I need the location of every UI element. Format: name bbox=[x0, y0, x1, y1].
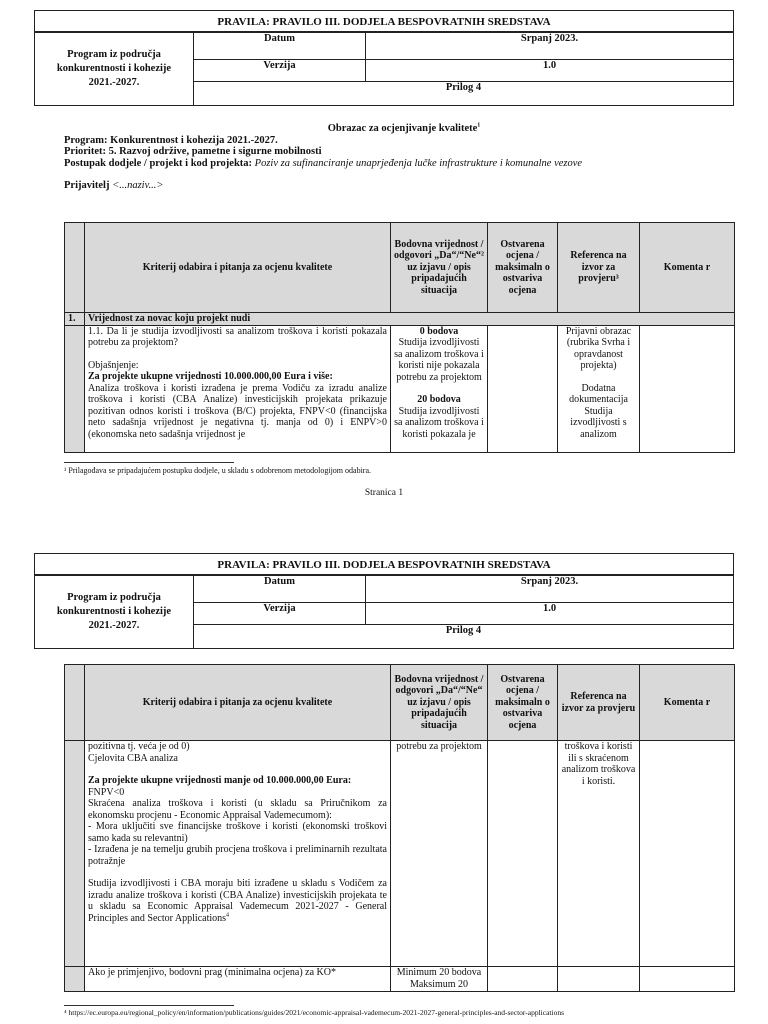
small-projects-fnpv: FNPV<0 bbox=[88, 786, 125, 798]
row-side-shade bbox=[65, 967, 85, 992]
header-program: Program iz područja konkurentnosti i kohezije 2021.-2027. bbox=[35, 576, 194, 649]
achieved-cell bbox=[488, 967, 558, 992]
header-points: Bodovna vrijednost / odgovori „Da“/“Ne“² uz izjavu / opis pripadajućih situacija bbox=[391, 223, 488, 313]
large-projects-text: Analiza troškova i koristi izrađena je prema Vodiču za izradu analize troškova i koristi (CBA Analize) investicijskih projekata prikazuje pozitivan odnos koristi i troškova (B/C) projekta, FNPV<0 (financijska neto sadašnja vrijednost je negativna tj. manja od 0) i ENPV>0 (ekonomska neto sadašnja vrijednost je bbox=[88, 382, 387, 440]
header-criteria: Kriterij odabira i pitanja za ocjenu kvalitete bbox=[85, 665, 391, 741]
points-cell bbox=[391, 325, 488, 452]
full-cba-text: Cjelovita CBA analiza bbox=[88, 752, 178, 764]
criterion-cell bbox=[85, 325, 391, 452]
header-points: Bodovna vrijednost / odgovori „Da“/“Ne“ uz izjavu / opis pripadajućih situacija bbox=[391, 665, 488, 741]
small-projects-text: Skraćena analiza troškova i koristi (u skladu sa Priručnikom za ekonomsku procjenu - Economic Appraisal Vademecumom): bbox=[88, 798, 387, 821]
footnote-page1: ¹ Prilagođava se pripadajućem postupku dodjele, u skladu s odobrenom metodologijom odabira. bbox=[64, 466, 372, 475]
header-reference: Referenca na izvor za provjeru bbox=[558, 665, 640, 741]
header-prilog: Prilog 4 bbox=[194, 82, 734, 106]
points-cell-cont: potrebu za projektom bbox=[391, 741, 488, 967]
threshold-max: Maksimum 20 bbox=[409, 978, 469, 990]
continuation-text: pozitivna tj. veća je od 0) bbox=[88, 741, 190, 752]
points-0-label: 0 bodova bbox=[419, 325, 459, 337]
achieved-cell bbox=[488, 741, 558, 967]
large-projects-heading: Za projekte ukupne vrijednosti 10.000.000,00 Eura i više: bbox=[88, 371, 333, 382]
footnote-page2: ⁴ https://ec.europa.eu/regional_policy/en/information/publications/guides/2021/economic-appraisal-vademecum-2021-2027-general-principles-and-sector-applications bbox=[64, 1008, 565, 1017]
criteria-table-page2 bbox=[64, 664, 735, 992]
row-side-shade bbox=[65, 741, 85, 967]
comment-cell bbox=[640, 967, 735, 992]
criterion-cell-cont bbox=[85, 741, 391, 967]
bullet-2: - Izrađena je na temelju grubih procjena troškova i preliminarnih rezultata potražnje bbox=[88, 844, 387, 867]
page2-header bbox=[34, 553, 734, 649]
reference-cell bbox=[558, 325, 640, 452]
reference-cell-cont: troškova i koristi ili s skraćenom analizom troškova i koristi. bbox=[558, 741, 640, 967]
program-line: Program: Konkurentnost i kohezija 2021.-2027. bbox=[64, 134, 278, 146]
bullet-1: - Mora uključiti sve financijske troškove i koristi (ekonomski troškovi samo kada su relevantni) bbox=[88, 821, 387, 844]
header-datum-label: Datum bbox=[194, 576, 366, 603]
section-number: 1. bbox=[65, 313, 85, 326]
header-no-cell bbox=[65, 665, 85, 741]
form-title: Obrazac za ocjenjivanje kvalitete$^1$ bbox=[327, 122, 481, 134]
header-grid bbox=[34, 575, 734, 649]
points-20-label: 20 bodova bbox=[417, 394, 461, 405]
header-verzija-value: 1.0 bbox=[366, 603, 734, 625]
intro-block bbox=[64, 123, 744, 192]
points-0-text: Studija izvodljivosti sa analizom troškova i koristi nije pokazala potrebu za projektom bbox=[394, 337, 484, 383]
points-20-text: Studija izvodljivosti sa analizom troškova i koristi pokazala je bbox=[394, 405, 484, 440]
header-comment: Komenta r bbox=[640, 665, 735, 741]
header-verzija-label: Verzija bbox=[194, 60, 366, 82]
criteria-table-page1 bbox=[64, 222, 735, 453]
header-achieved: Ostvarena ocjena / maksimaln o ostvariva ocjena bbox=[488, 223, 558, 313]
header-verzija-value: 1.0 bbox=[366, 60, 734, 82]
small-projects-heading: Za projekte ukupne vrijednosti manje od 10.000.000,00 Eura: bbox=[88, 775, 352, 786]
footnote-rule bbox=[64, 1005, 234, 1006]
threshold-min: Minimum 20 bodova bbox=[396, 967, 482, 978]
threshold-label: Ako je primjenjivo, bodovni prag (minimalna ocjena) za KO* bbox=[85, 967, 391, 992]
header-verzija-label: Verzija bbox=[194, 603, 366, 625]
achieved-cell bbox=[488, 325, 558, 452]
header-comment: Komenta r bbox=[640, 223, 735, 313]
question-text: 1.1. Da li je studija izvodljivosti sa analizom troškova i koristi pokazala potrebu za projektom? bbox=[88, 325, 387, 348]
header-grid bbox=[34, 32, 734, 106]
explanation-label: Objašnjenje: bbox=[88, 359, 139, 371]
threshold-cell bbox=[391, 967, 488, 992]
reference-text-2: Dodatna dokumentacija Studija izvodljivosti s analizom bbox=[569, 382, 628, 440]
header-no-cell bbox=[65, 223, 85, 313]
applicant-line: Prijavitelj <...naziv...> bbox=[64, 180, 164, 191]
header-criteria: Kriterij odabira i pitanja za ocjenu kvalitete bbox=[85, 223, 391, 313]
procedure-line: Postupak dodjele / projekt i kod projekta: Poziv za sufinanciranje unaprjeđenja lučke infrastrukture i komunalne vezove bbox=[64, 157, 583, 169]
page1-header bbox=[34, 10, 734, 106]
footnote-rule bbox=[64, 462, 234, 463]
header-datum-value: Srpanj 2023. bbox=[366, 33, 734, 60]
header-title: PRAVILA: PRAVILO III. DODJELA BESPOVRATNIH SREDSTAVA bbox=[34, 553, 734, 575]
row-side-shade bbox=[65, 325, 85, 452]
header-datum-label: Datum bbox=[194, 33, 366, 60]
header-achieved: Ostvarena ocjena / maksimaln o ostvariva ocjena bbox=[488, 665, 558, 741]
priority-line: Prioritet: 5. Razvoj održive, pametne i sigurne mobilnosti bbox=[64, 146, 322, 157]
header-program: Program iz područja konkurentnosti i kohezije 2021.-2027. bbox=[35, 33, 194, 106]
header-title: PRAVILA: PRAVILO III. DODJELA BESPOVRATNIH SREDSTAVA bbox=[34, 10, 734, 32]
page-number: Stranica 1 bbox=[364, 488, 404, 498]
comment-cell bbox=[640, 325, 735, 452]
header-datum-value: Srpanj 2023. bbox=[366, 576, 734, 603]
reference-cell bbox=[558, 967, 640, 992]
reference-text: Prijavni obrazac (rubrika Svrha i opravdanost projekta) bbox=[565, 325, 632, 371]
header-reference: Referenca na izvor za provjeru³ bbox=[558, 223, 640, 313]
header-prilog: Prilog 4 bbox=[194, 625, 734, 649]
section-title: Vrijednost za novac koju projekt nudi bbox=[85, 313, 735, 326]
study-text: Studija izvodljivosti i CBA moraju biti izrađene u skladu s Vodičem za izradu analize troškova i koristi (CBA Analize) investicijskih projekata te u skladu sa Economic Appraisal Vademecum 2021-2027 - General Principles and Sector Applications$^4$ bbox=[88, 878, 387, 924]
comment-cell bbox=[640, 741, 735, 967]
